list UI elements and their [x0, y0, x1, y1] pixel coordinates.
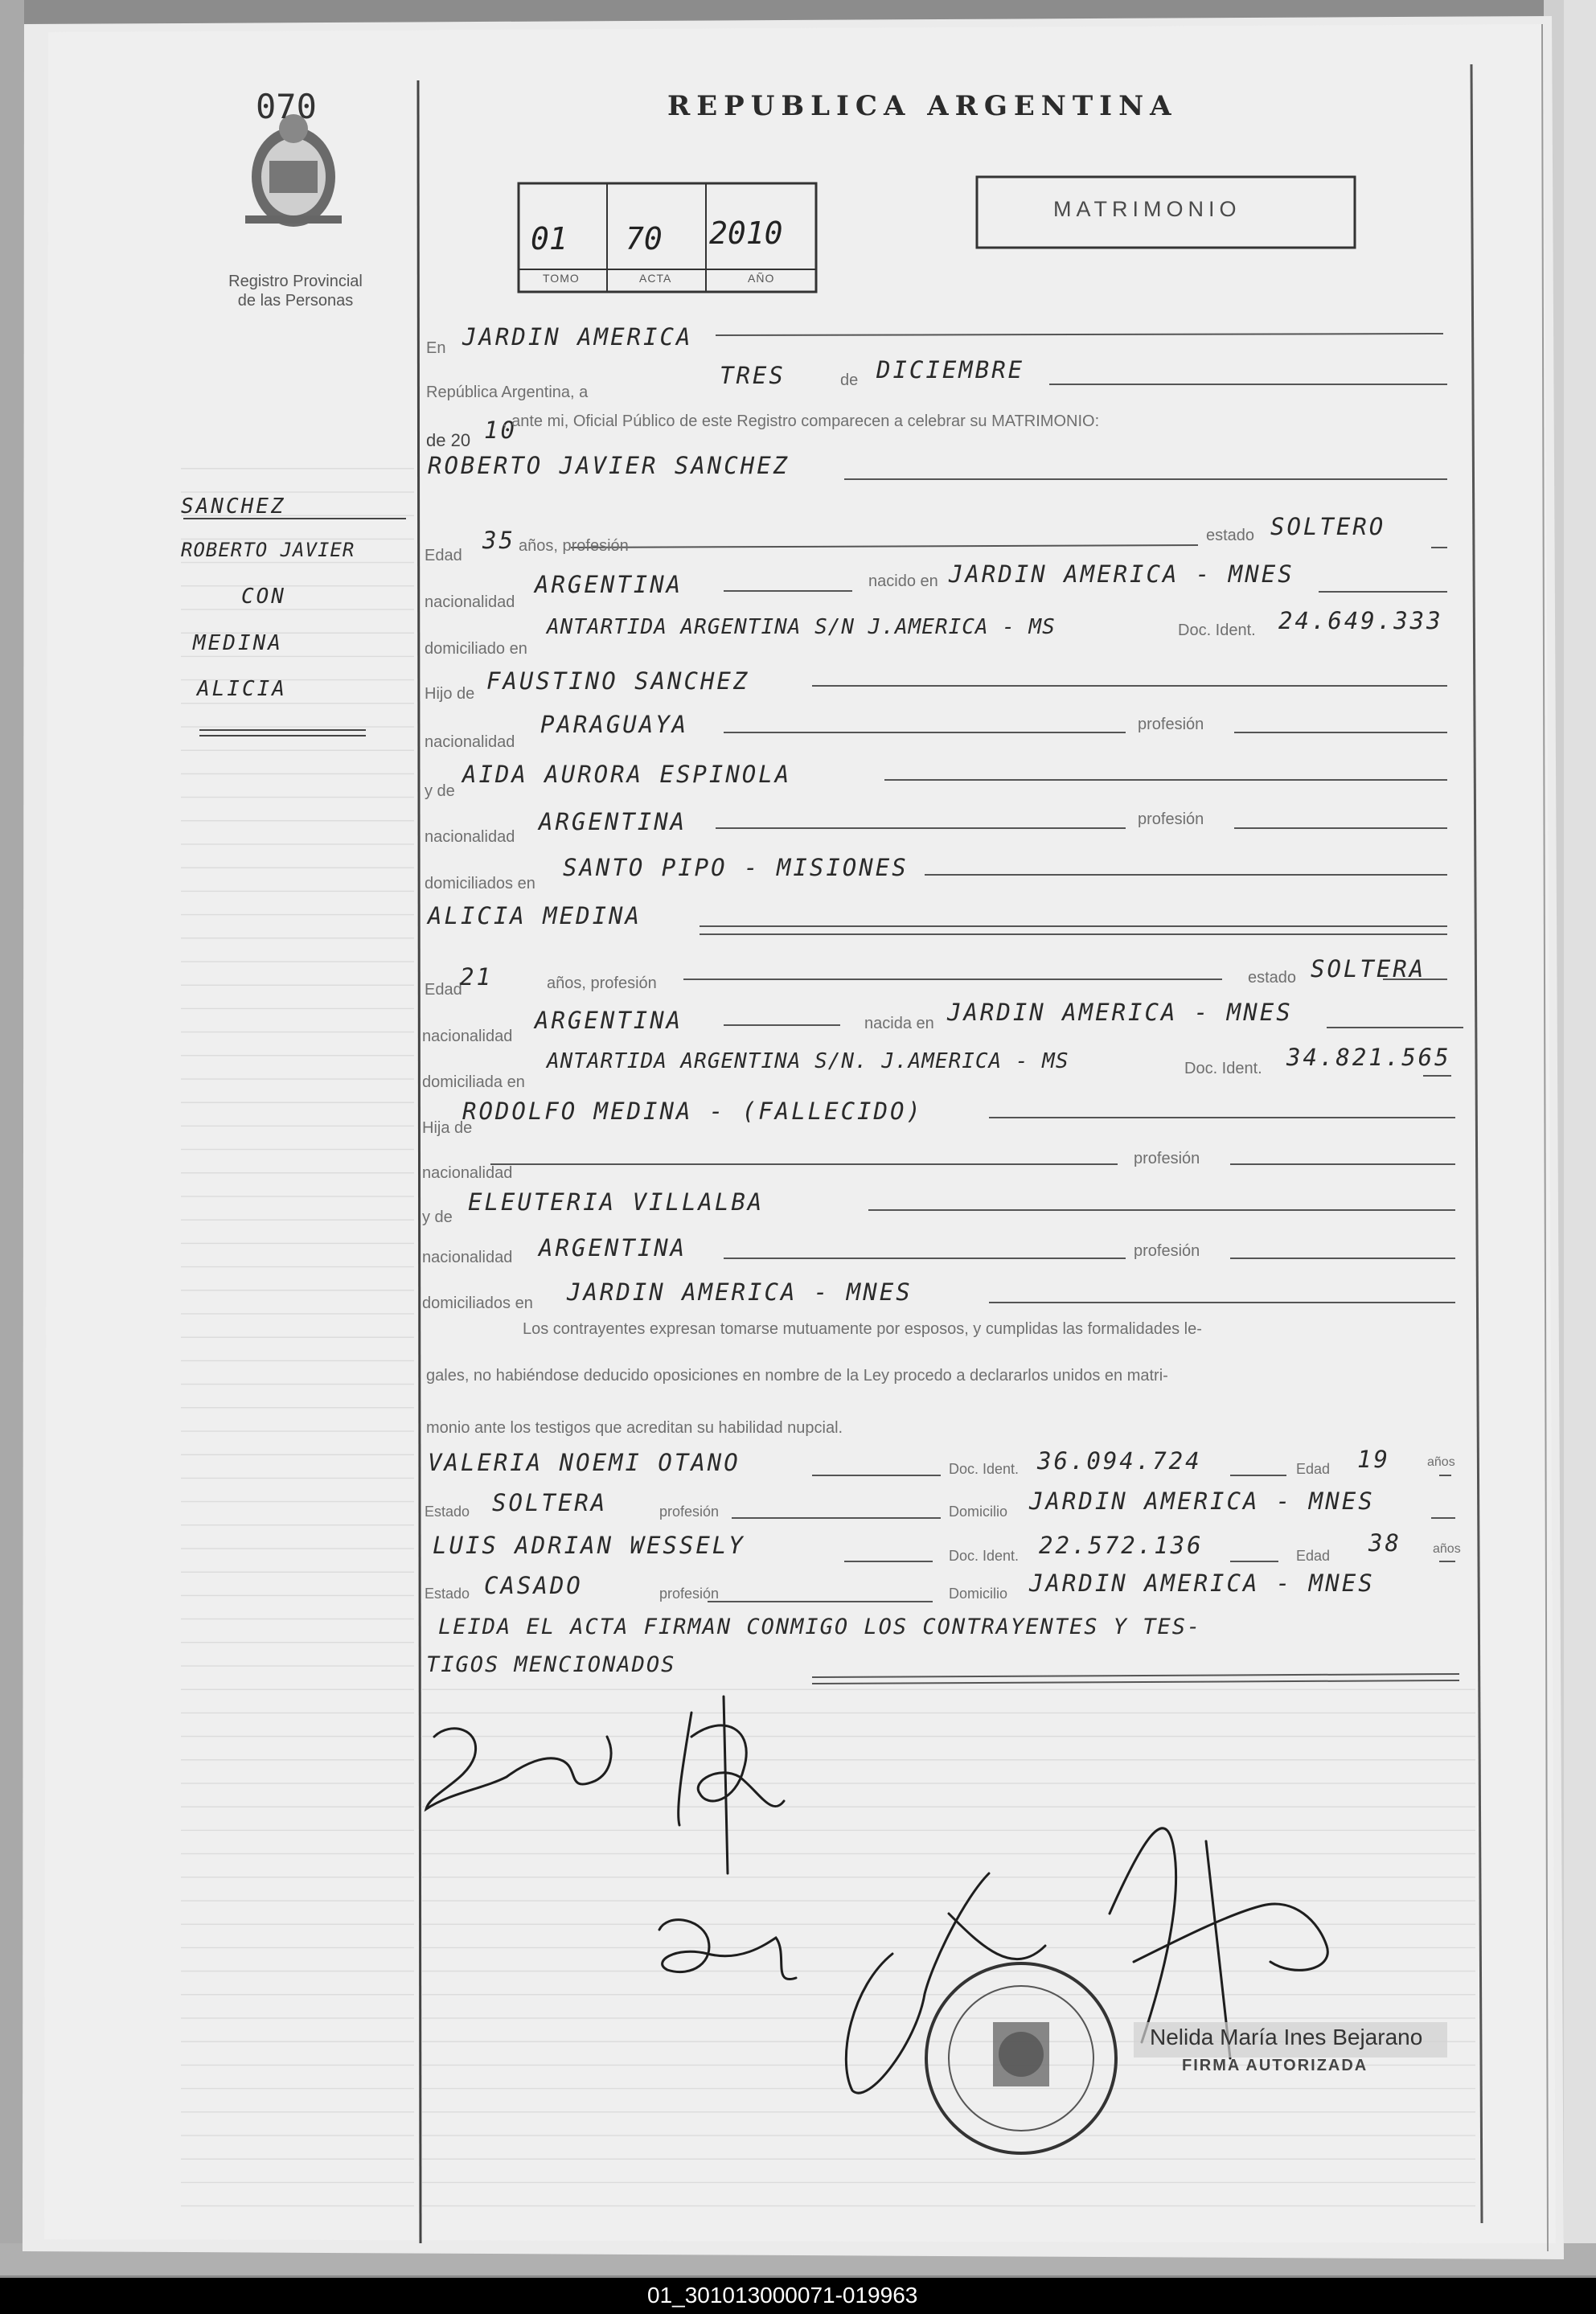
witness1-estado: SOLTERA [492, 1489, 608, 1516]
witness1-estado-label: Estado [425, 1504, 470, 1520]
bride-father-prof-label: profesión [1134, 1150, 1200, 1167]
groom-name: ROBERTO JAVIER SANCHEZ [428, 452, 790, 479]
witness1-doc-label: Doc. Ident. [949, 1461, 1020, 1477]
witness2-domicilio: JARDIN AMERICA - MNES [1029, 1569, 1375, 1597]
official-name: Nelida María Ines Bejarano [1150, 2025, 1423, 2049]
witness2-estado: CASADO [484, 1572, 583, 1599]
bride-domicilio: ANTARTIDA ARGENTINA S/N. J.AMERICA - MS [547, 1049, 1069, 1073]
intro-text: , ante mi, Oficial Público de este Registro comparecen a celebrar su MATRIMONIO: [503, 412, 1100, 430]
witness1-profesion-label: profesión [659, 1504, 720, 1520]
groom-estado-label: estado [1206, 527, 1255, 544]
witness2-estado-label: Estado [425, 1586, 470, 1602]
groom-estado: SOLTERO [1270, 513, 1386, 540]
groom-parents-dom: SANTO PIPO - MISIONES [563, 854, 909, 881]
act-type: MATRIMONIO [1053, 197, 1241, 221]
groom-domicilio: ANTARTIDA ARGENTINA S/N J.AMERICA - MS [547, 615, 1056, 639]
bride-profesion-label: años, profesión [547, 974, 657, 992]
groom-mother-nac-label: nacionalidad [425, 828, 515, 846]
groom-doc: 24.649.333 [1278, 607, 1443, 634]
witness1-age: 19 [1357, 1446, 1390, 1473]
registry-line1: Registro Provincial [228, 273, 363, 290]
bride-birthplace: JARDIN AMERICA - MNES [947, 999, 1293, 1026]
witness1-name: VALERIA NOEMI OTANO [428, 1449, 741, 1476]
margin-line5: ALICIA [197, 677, 287, 701]
bride-name: ALICIA MEDINA [428, 902, 642, 929]
groom-father: FAUSTINO SANCHEZ [486, 667, 750, 695]
margin-line1: SANCHEZ [181, 494, 286, 519]
tomo-value: 01 [531, 221, 568, 256]
groom-profesion-label: años, profesión [519, 537, 629, 555]
groom-father-nac: PARAGUAYA [540, 711, 689, 738]
groom-age: 35 [482, 527, 515, 554]
year-suffix: 10 [484, 416, 517, 444]
republica-label: República Argentina, a [426, 384, 589, 401]
witness2-age: 38 [1368, 1529, 1401, 1557]
de-label: de [840, 371, 859, 389]
margin-line3: CON [241, 585, 286, 609]
groom-domicilio-label: domiciliado en [425, 640, 527, 658]
closing-line2: TIGOS MENCIONADOS [426, 1652, 676, 1677]
bride-estado-label: estado [1248, 969, 1297, 987]
groom-nacionalidad: ARGENTINA [535, 571, 683, 598]
registry-line2: de las Personas [237, 292, 354, 310]
country-title: REPUBLICA ARGENTINA [667, 90, 1178, 122]
witness1-domicilio-label: Domicilio [949, 1504, 1008, 1520]
groom-hijo-label: Hijo de [425, 685, 475, 703]
witness2-doc-label: Doc. Ident. [949, 1548, 1020, 1564]
margin-line4: MEDINA [193, 631, 283, 655]
anio-value: 2010 [709, 215, 783, 251]
place: JARDIN AMERICA [462, 323, 693, 351]
witness1-doc: 36.094.724 [1037, 1447, 1202, 1475]
declaration-line3: monio ante los testigos que acreditan su habilidad nupcial. [426, 1419, 843, 1437]
witness2-profesion-label: profesión [659, 1586, 720, 1602]
witness2-doc: 22.572.136 [1039, 1532, 1204, 1559]
groom-parents-dom-label: domiciliados en [425, 875, 535, 892]
en-label: En [426, 339, 446, 357]
bride-parents-dom-label: domiciliados en [422, 1294, 533, 1312]
bride-edad-label: Edad [425, 981, 462, 999]
bride-hija-label: Hija de [422, 1119, 473, 1137]
book-number: 070 [256, 87, 317, 126]
groom-birthplace: JARDIN AMERICA - MNES [949, 560, 1294, 588]
bride-mother: ELEUTERIA VILLALBA [468, 1188, 765, 1216]
bride-nac-label: nacionalidad [422, 1028, 513, 1045]
groom-doc-label: Doc. Ident. [1178, 622, 1256, 639]
groom-mother: AIDA AURORA ESPINOLA [462, 761, 792, 788]
witness1-anos-label: años [1427, 1455, 1455, 1469]
bride-doc: 34.821.565 [1286, 1044, 1451, 1071]
bride-doc-label: Doc. Ident. [1184, 1060, 1262, 1077]
groom-mother-nac: ARGENTINA [539, 808, 687, 835]
tomo-label: TOMO [543, 272, 580, 285]
closing-line1: LEIDA EL ACTA FIRMAN CONMIGO LOS CONTRAYENTES Y TES- [438, 1614, 1202, 1639]
year-prefix: de 20 [426, 430, 471, 450]
witness2-name: LUIS ADRIAN WESSELY [433, 1532, 745, 1559]
witness2-anos-label: años [1433, 1542, 1461, 1556]
groom-y-de-label: y de [425, 782, 455, 800]
day: TRES [720, 362, 786, 389]
bride-estado: SOLTERA [1311, 955, 1426, 983]
bride-father-nac-label: nacionalidad [422, 1164, 513, 1182]
official-title: FIRMA AUTORIZADA [1182, 2057, 1368, 2074]
bride-nacida-label: nacida en [864, 1015, 934, 1032]
declaration-line2: gales, no habiéndose deducido oposiciones en nombre de la Ley procedo a declararlos unidos en matri- [426, 1367, 1168, 1385]
witness2-edad-label: Edad [1296, 1548, 1331, 1564]
witness1-domicilio: JARDIN AMERICA - MNES [1029, 1487, 1375, 1515]
bride-domicilio-label: domiciliada en [422, 1073, 525, 1091]
groom-father-nac-label: nacionalidad [425, 733, 515, 751]
declaration-line1: Los contrayentes expresan tomarse mutuamente por esposos, y cumplidas las formalidades le- [523, 1320, 1202, 1338]
bride-parents-dom: JARDIN AMERICA - MNES [567, 1278, 913, 1306]
bride-mother-nac: ARGENTINA [539, 1234, 687, 1262]
groom-father-prof-label: profesión [1138, 716, 1204, 733]
bride-mother-prof-label: profesión [1134, 1242, 1200, 1260]
month: DICIEMBRE [876, 356, 1025, 384]
groom-edad-label: Edad [425, 547, 462, 564]
bride-y-de-label: y de [422, 1208, 453, 1226]
registry-name [193, 272, 398, 310]
image-code: 01_301013000071-019963 [647, 2283, 918, 2308]
groom-nac-label: nacionalidad [425, 593, 515, 611]
groom-nacido-label: nacido en [868, 572, 938, 590]
acta-label: ACTA [639, 272, 672, 285]
bride-nacionalidad: ARGENTINA [535, 1007, 683, 1034]
acta-value: 70 [626, 221, 663, 256]
bride-father: RODOLFO MEDINA - (FALLECIDO) [462, 1098, 923, 1125]
witness1-edad-label: Edad [1296, 1461, 1331, 1477]
groom-mother-prof-label: profesión [1138, 810, 1204, 828]
witness2-domicilio-label: Domicilio [949, 1586, 1008, 1602]
bride-age: 21 [460, 963, 493, 991]
bride-mother-nac-label: nacionalidad [422, 1249, 513, 1266]
anio-label: AÑO [748, 272, 775, 285]
margin-line2: ROBERTO JAVIER [181, 539, 355, 561]
